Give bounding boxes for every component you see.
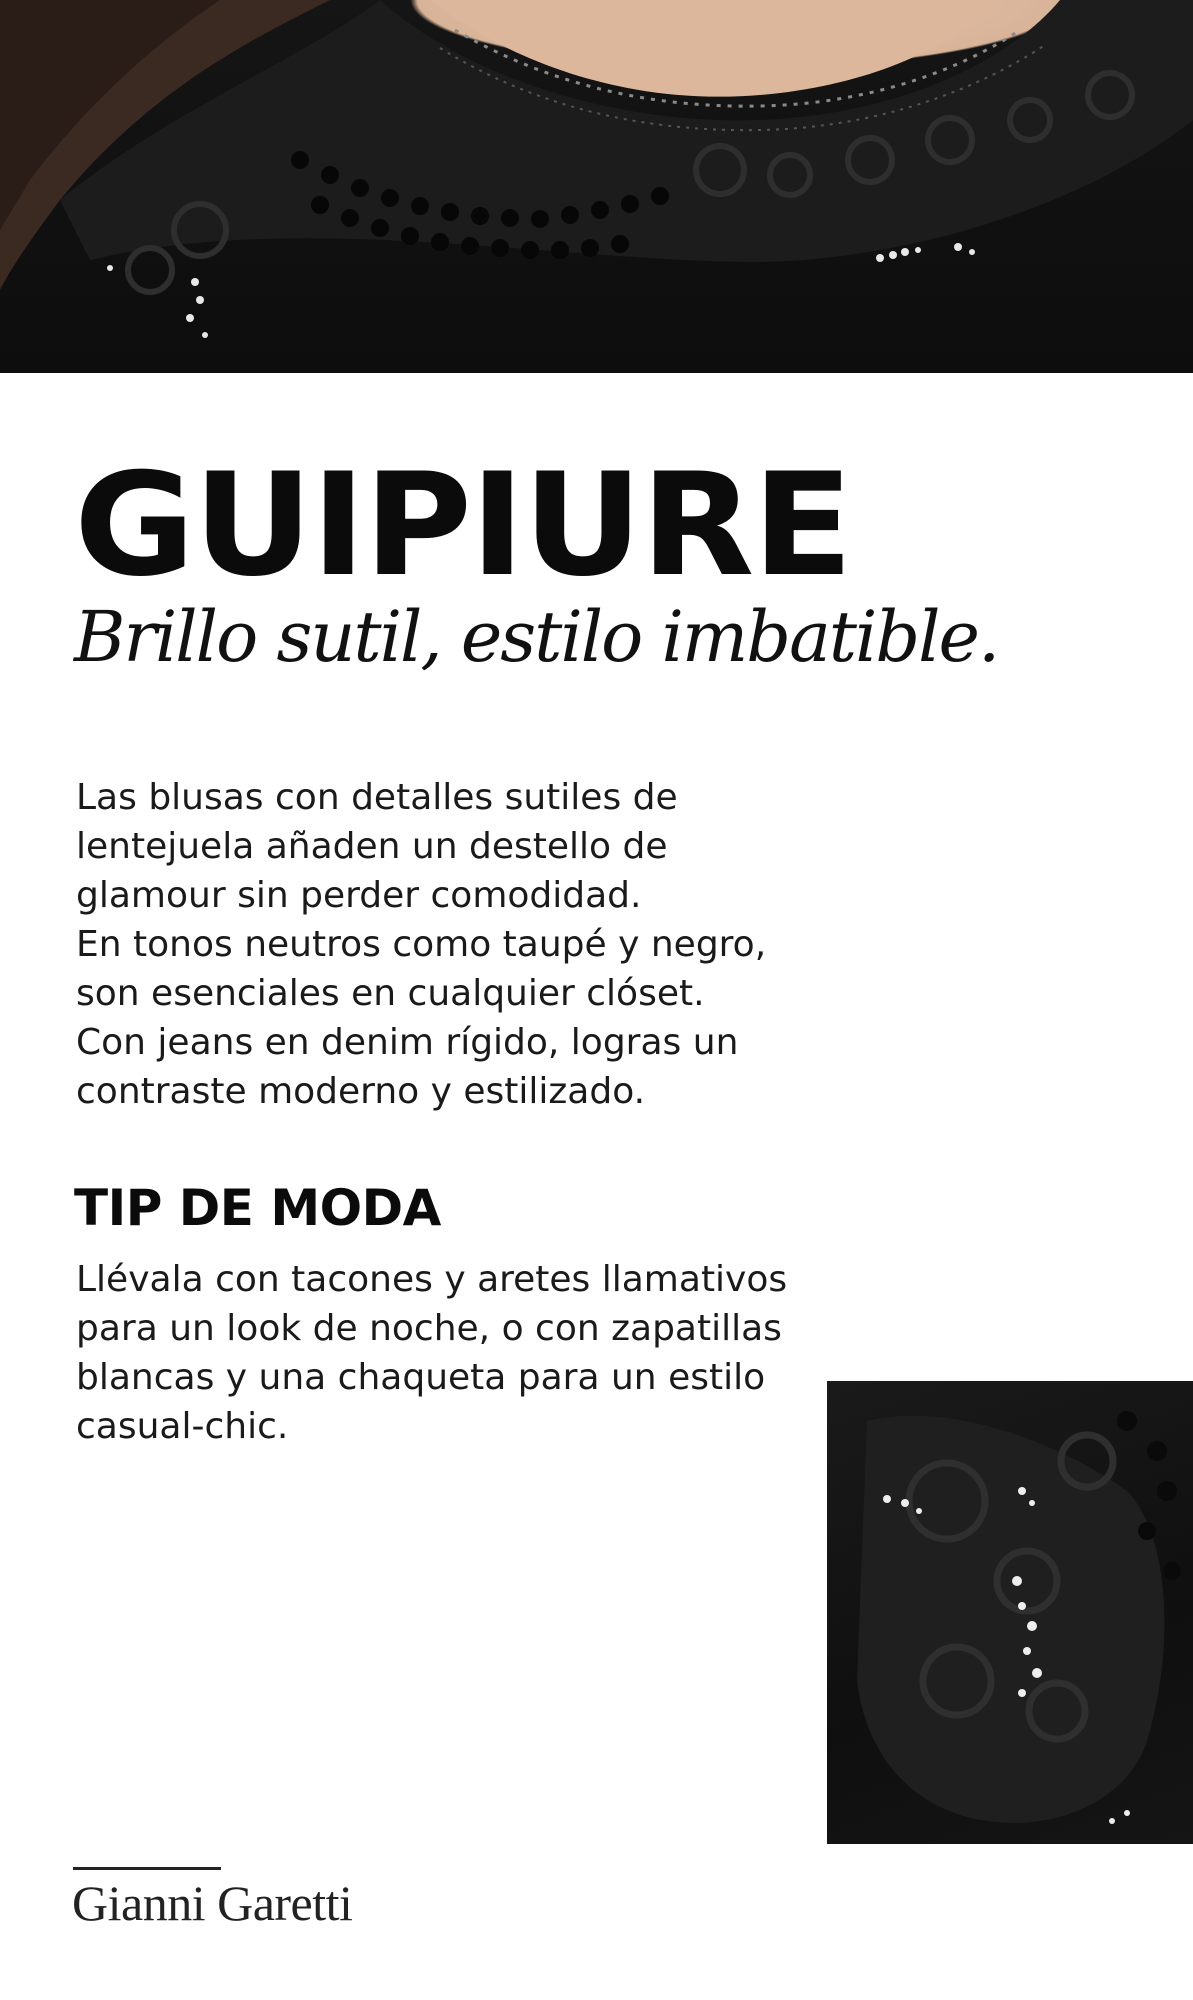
brand-divider — [73, 1867, 221, 1870]
tip-title: TIP DE MODA — [74, 1179, 441, 1237]
tip-text: Llévala con tacones y aretes llamativos para un look de noche, o con zapatillas blancas y una chaqueta para un estilo casual-chic. — [76, 1259, 788, 1447]
description-paragraph: Las blusas con detalles sutiles de lentejuela añaden un destello de glamour sin perder comodidad. En tonos neutros como taupé y negro, son esenciales en cualquier clóset. Con jeans en denim rígido, logras un contraste moderno y estilizado. — [76, 777, 767, 1112]
headline: GUIPIURE — [74, 443, 852, 608]
detail-photo-sequin-lace — [827, 1381, 1193, 1844]
brand-logo: Gianni Garetti — [72, 1875, 353, 1931]
lace-neckline-illustration — [0, 0, 1193, 373]
hero-photo-lace-blouse — [0, 0, 1193, 373]
sequin-detail-illustration — [827, 1381, 1193, 1844]
subheadline: Brillo sutil, estilo imbatible. — [74, 596, 999, 678]
